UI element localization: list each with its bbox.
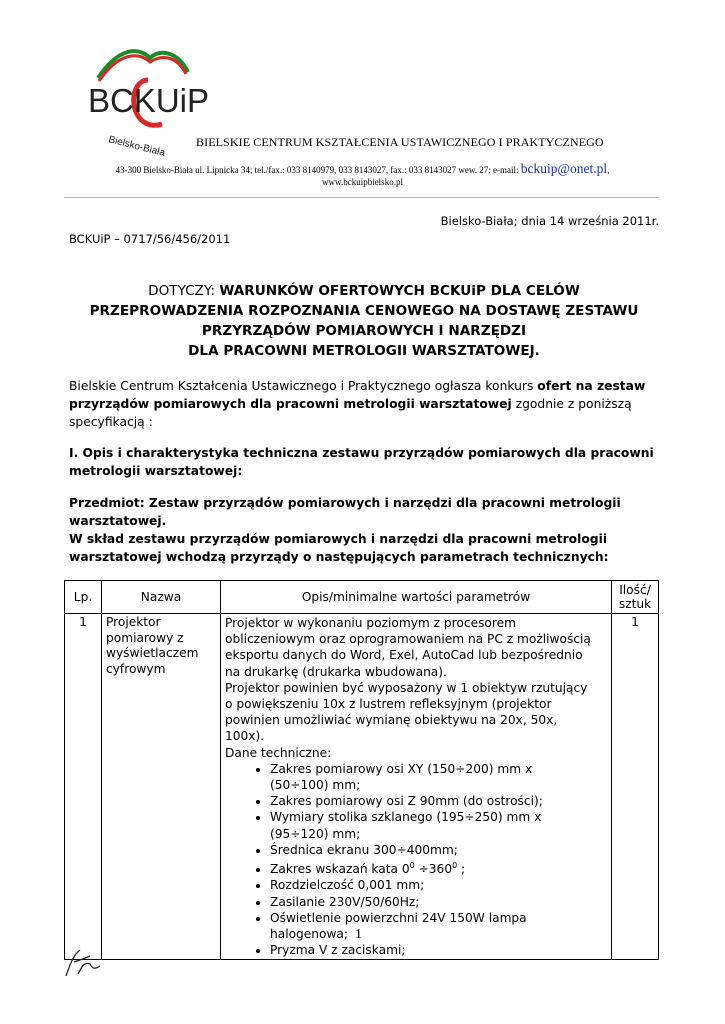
bullet-line: (50÷100) mm; bbox=[270, 778, 361, 793]
header-qty bbox=[612, 581, 659, 614]
header-lp: Lp. bbox=[65, 581, 102, 614]
list-item bbox=[270, 858, 607, 877]
page-number: 1 bbox=[355, 927, 362, 942]
desc-line: Projektor w wykonaniu poziomym z procesorem bbox=[225, 616, 516, 630]
name-line: Projektor bbox=[106, 615, 161, 629]
bckuip-logo bbox=[78, 50, 210, 159]
intro-paragraph bbox=[69, 377, 659, 431]
intro-text-2: zgodnie z poniższą bbox=[511, 397, 632, 411]
desc-line: eksportu danych do Word, Exel, AutoCad lub bezpośrednio bbox=[225, 648, 583, 663]
list-item bbox=[270, 910, 607, 942]
subject-item-line-3: W skład zestawu przyrządów pomiarowych i narzędzi dla pracowni metrologii bbox=[69, 532, 608, 546]
logo-text: BCKUiP bbox=[88, 82, 210, 119]
email-link[interactable]: bckuip@onet.pl bbox=[520, 161, 608, 176]
date-line: Bielsko-Biała; dnia 14 września 2011r. bbox=[440, 214, 659, 228]
list-item bbox=[270, 942, 607, 958]
name-line: pomiarowy z bbox=[106, 630, 184, 645]
desc-line: powinien umożliwiać wymianę obiektywu na 20x, 50x, bbox=[225, 713, 558, 728]
desc-line: na drukarkę (drukarka wbudowana). bbox=[225, 664, 447, 679]
name-line: wyświetlaczem bbox=[106, 646, 199, 660]
desc-line: 100x). bbox=[225, 729, 265, 744]
intro-text-3: specyfikacją : bbox=[69, 415, 153, 429]
bullet-line: • Pryzma V z zaciskami; bbox=[270, 943, 406, 958]
header-desc: Opis/minimalne wartości parametrów bbox=[221, 581, 612, 614]
bullet-line: halogenowa; bbox=[270, 926, 348, 941]
subject-item-paragraph bbox=[69, 494, 659, 566]
table-header-row bbox=[65, 581, 659, 614]
row-lp: 1 bbox=[65, 614, 102, 960]
angle-sup-1: 0 bbox=[409, 861, 415, 871]
address-text: 43-300 Bielsko-Biała ul. Lipnicka 34; tel./fax.: 033 8140979, 033 8143027, fax.: 033 8143027 wew. 27; e-mail: bbox=[115, 165, 519, 175]
bullet-line: (95÷120) mm; bbox=[270, 826, 361, 841]
reference-number: BCKUiP – 0717/56/456/2011 bbox=[69, 232, 231, 246]
logo-city: Bielsko-Biała bbox=[107, 134, 167, 159]
subject-item-line-1: Przedmiot: Zestaw przyrządów pomiarowych i narzędzi dla pracowni metrologii bbox=[69, 496, 621, 510]
angle-sup-2: 0 bbox=[452, 861, 458, 871]
row-qty: 1 bbox=[612, 614, 659, 960]
header-qty-line-2: sztuk bbox=[618, 597, 652, 611]
organization-name: BIELSKIE CENTRUM KSZTAŁCENIA USTAWICZNEGO I PRAKTYCZNEGO bbox=[196, 135, 604, 149]
subject-line-2: PRZEPROWADZENIA ROZPOZNANIA CENOWEGO NA DOSTAWĘ ZESTAWU bbox=[89, 303, 639, 319]
bullet-line: • Rozdzielczość 0,001 mm; bbox=[270, 878, 425, 893]
angle-mid: ÷360 bbox=[414, 862, 453, 877]
address-block bbox=[0, 163, 725, 188]
signature-mark bbox=[60, 946, 110, 982]
technical-data-list bbox=[225, 761, 607, 959]
list-item bbox=[270, 894, 607, 910]
list-item bbox=[270, 761, 607, 793]
bullet-line: • Oświetlenie powierzchni 24V 150W lampa bbox=[270, 910, 527, 925]
subject-item-line-4: warsztatowej wchodzą przyrządy o następujących parametrach technicznych: bbox=[69, 550, 609, 564]
section-1-heading bbox=[69, 444, 659, 480]
angle-suffix: ; bbox=[457, 862, 466, 877]
list-item bbox=[270, 793, 607, 809]
row-name bbox=[102, 614, 221, 960]
row-description bbox=[221, 614, 612, 960]
header-name: Nazwa bbox=[102, 581, 221, 614]
list-item bbox=[270, 877, 607, 893]
desc-line: o powiększeniu 10x z lustrem refleksyjnym (projektor bbox=[225, 697, 552, 712]
table-row bbox=[65, 614, 659, 960]
list-item bbox=[270, 842, 607, 858]
subject-prefix: DOTYCZY: bbox=[148, 283, 220, 299]
subject-line-1: WARUNKÓW OFERTOWYCH BCKUiP DLA CELÓW bbox=[219, 283, 580, 299]
bullet-line: • Średnica ekranu 300÷400mm; bbox=[270, 842, 458, 857]
desc-line: Dane techniczne: bbox=[225, 745, 332, 760]
name-line: cyfrowym bbox=[106, 661, 166, 676]
bullet-line: • Zakres pomiarowy osi XY (150÷200) mm x bbox=[270, 761, 533, 776]
section-1-line-2: metrologii warsztatowej: bbox=[69, 464, 243, 478]
header-qty-line-1: Ilość/ bbox=[619, 583, 651, 597]
subject-heading bbox=[68, 281, 660, 361]
list-item bbox=[270, 809, 607, 841]
subject-item-line-2: warsztatowej. bbox=[69, 514, 167, 528]
subject-line-4: DLA PRACOWNI METROLOGII WARSZTATOWEJ. bbox=[188, 343, 540, 359]
bullet-line: • Zakres pomiarowy osi Z 90mm (do ostrości); bbox=[270, 794, 543, 809]
subject-line-3: PRZYRZĄDÓW POMIAROWYCH I NARZĘDZI bbox=[201, 323, 527, 339]
specification-table bbox=[64, 580, 659, 960]
desc-line: Projektor powinien być wyposażony w 1 obiektyw rzutujący bbox=[225, 680, 588, 695]
bullet-line: • Zasilanie 230V/50/60Hz; bbox=[270, 894, 420, 909]
email-suffix: , bbox=[607, 165, 610, 175]
angle-prefix: Zakres wskazań kata 0 bbox=[270, 862, 410, 877]
website-text: www.bckuipbielsko.pl bbox=[322, 177, 403, 187]
desc-line: obliczeniowym oraz oprogramowaniem na PC z możliwością bbox=[225, 632, 591, 647]
section-1-line-1: I. Opis i charakterystyka techniczna zestawu przyrządów pomiarowych dla pracowni bbox=[69, 446, 654, 460]
intro-bold-2: przyrządów pomiarowych dla pracowni metrologii warsztatowej bbox=[69, 397, 512, 411]
intro-bold-1: ofert na zestaw bbox=[537, 379, 646, 393]
header-divider bbox=[64, 197, 659, 198]
bullet-line: • Wymiary stolika szklanego (195÷250) mm x bbox=[270, 810, 542, 825]
intro-text-1: Bielskie Centrum Kształcenia Ustawicznego i Praktycznego ogłasza konkurs bbox=[69, 379, 538, 393]
